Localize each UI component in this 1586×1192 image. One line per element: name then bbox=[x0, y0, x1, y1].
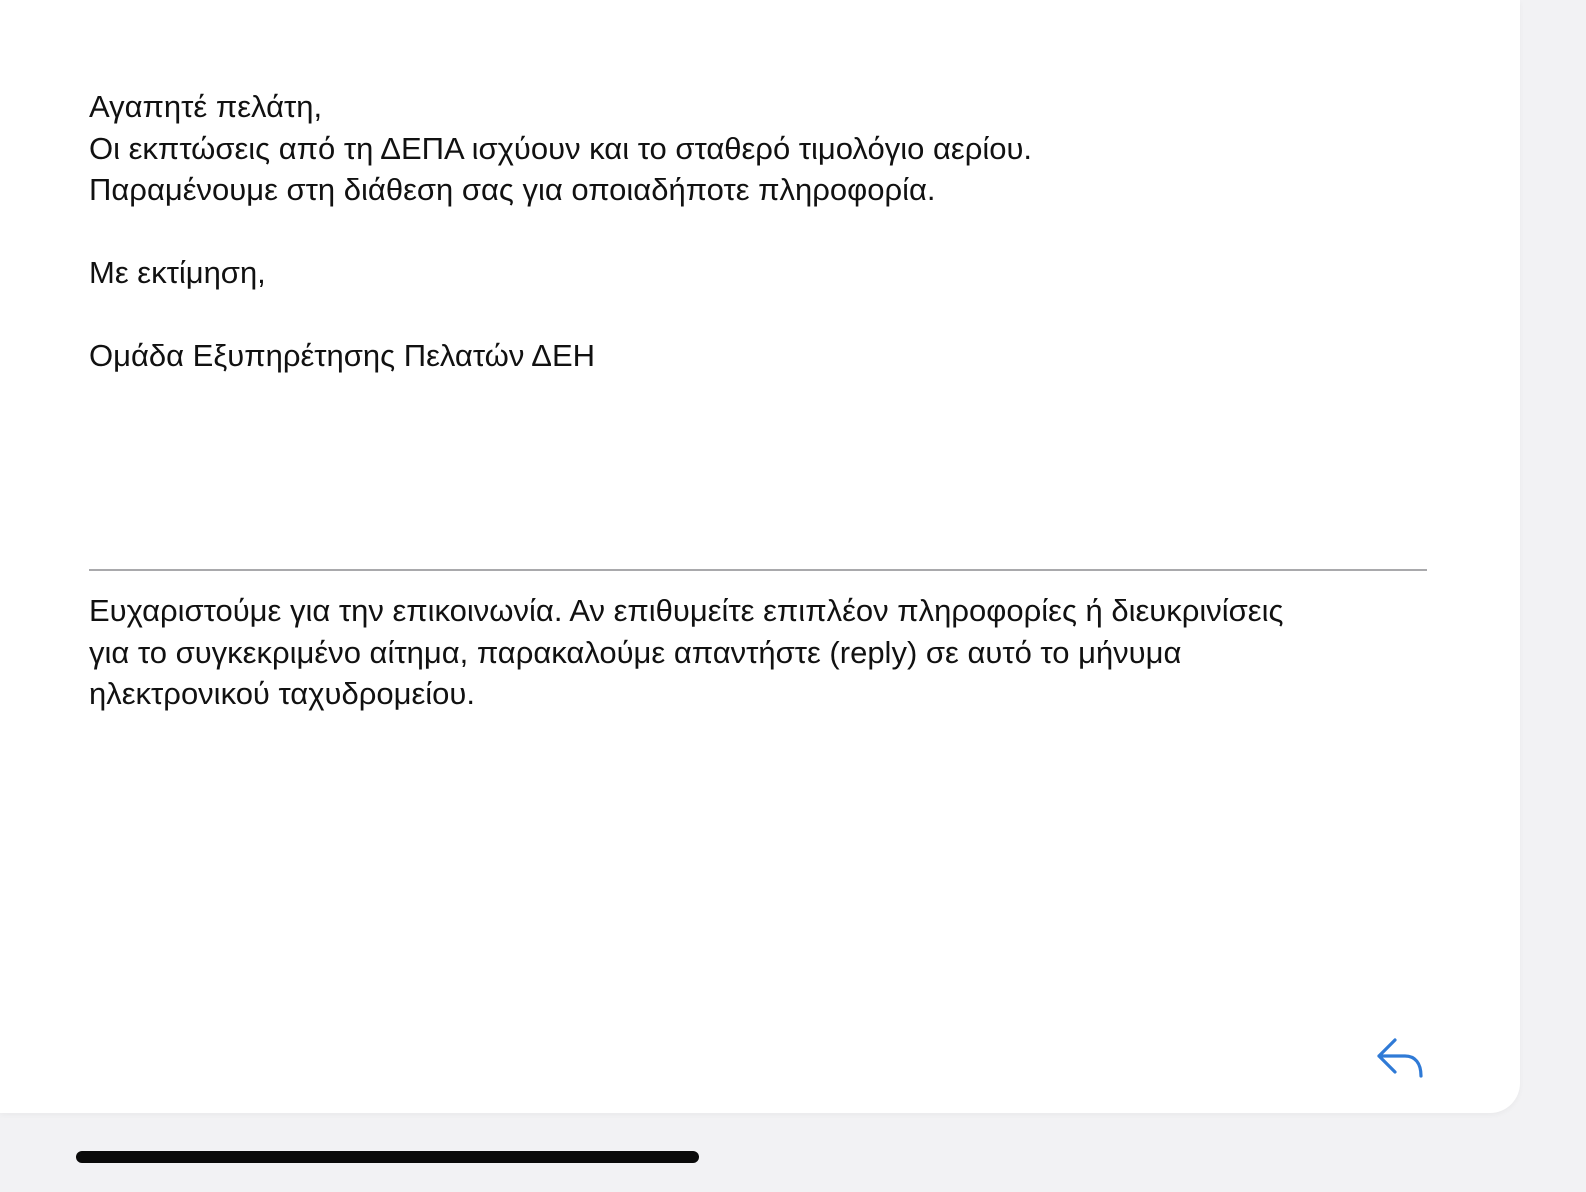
body-line-2: Παραμένουμε στη διάθεση σας για οποιαδήποτε πληροφορία. bbox=[89, 172, 936, 207]
reply-button[interactable] bbox=[1372, 1032, 1428, 1084]
greeting-text: Αγαπητέ πελάτη, bbox=[89, 89, 323, 124]
footer-line-2: για το συγκεκριμένο αίτημα, παρακαλούμε απαντήστε (reply) σε αυτό το μήνυμα bbox=[89, 634, 1182, 670]
paragraph-spacer bbox=[89, 211, 1419, 253]
closing-text: Με εκτίμηση, bbox=[89, 255, 266, 290]
footer-line-3: ηλεκτρονικού ταχυδρομείου. bbox=[89, 676, 475, 711]
body-line-1: Οι εκπτώσεις από τη ΔΕΠΑ ισχύουν και το σταθερό τιμολόγιο αερίου. bbox=[89, 130, 1033, 166]
paragraph-spacer bbox=[89, 294, 1419, 336]
signature-text: Ομάδα Εξυπηρέτησης Πελατών ΔΕΗ bbox=[89, 338, 596, 373]
reply-arrow-icon bbox=[1375, 1036, 1425, 1080]
footer-line-1: Ευχαριστούμε για την επικοινωνία. Αν επιθυμείτε επιπλέον πληροφορίες ή διευκρινίσεις bbox=[89, 593, 1284, 628]
email-body bbox=[89, 86, 1419, 377]
home-indicator-bar[interactable] bbox=[76, 1151, 699, 1163]
footer-divider bbox=[89, 569, 1427, 571]
email-footer bbox=[89, 590, 1419, 715]
